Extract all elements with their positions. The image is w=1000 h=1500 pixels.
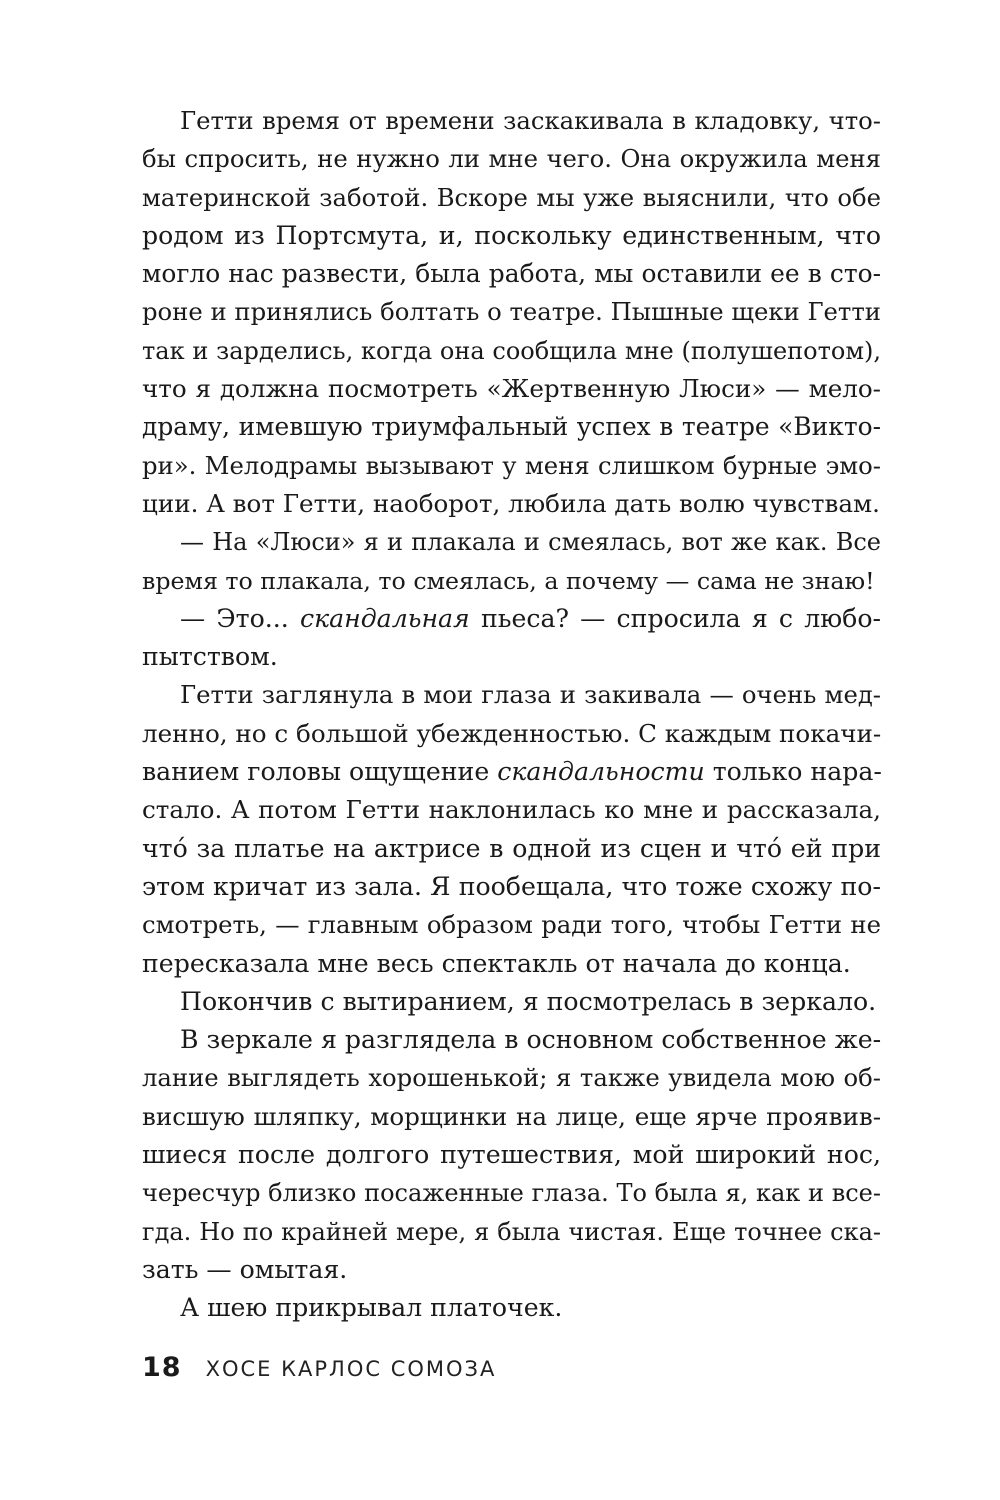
text-segment: ленно, но с большой убежденностью. С каждым покачи- — [142, 718, 882, 748]
text-segment: что́ за платье на актрисе в одной из сцен и что́ ей при — [142, 833, 881, 863]
text-segment: А шею прикрывал платочек. — [180, 1293, 563, 1323]
text-segment: ванием головы ощущение — [142, 757, 498, 787]
text-segment: время то плакала, то смеялась, а почему — сама не знаю! — [142, 566, 875, 595]
text-segment: лание выглядеть хорошенькой; я также увидела мою об- — [142, 1063, 881, 1093]
text-segment: этом кричат из зала. Я пообещала, что тоже схожу по- — [142, 871, 881, 901]
text-line — [142, 715, 881, 753]
text-segment: зать — омытая. — [142, 1254, 348, 1284]
text-line — [142, 217, 881, 255]
text-segment: бы спросить, не нужно ли мне чего. Она окружила меня — [142, 144, 881, 174]
body-text — [142, 102, 881, 1328]
text-segment: пьеса? — спросила я с любо- — [469, 603, 881, 633]
text-segment: материнской заботой. Вскоре мы уже выяснили, что обе — [142, 182, 881, 212]
text-line — [142, 140, 881, 178]
text-segment: гда. Но по крайней мере, я была чистая. Еще точнее ска- — [142, 1217, 881, 1246]
page-footer — [142, 1352, 496, 1382]
text-line — [142, 945, 881, 983]
text-segment: стало. А потом Гетти наклонилась ко мне и рассказала, — [142, 795, 881, 825]
text-segment: драму, имевшую триумфальный успех в театре «Викто- — [142, 412, 881, 442]
text-segment: только нара- — [704, 757, 882, 787]
text-line — [142, 408, 881, 446]
text-segment: могло нас развести, была работа, мы оставили ее в сто- — [142, 259, 881, 289]
text-line — [142, 868, 881, 906]
text-line — [142, 332, 881, 370]
text-segment: Гетти время от времени заскакивала в кладовку, что- — [180, 106, 881, 135]
text-segment: Гетти заглянула в мои глаза и закивала — очень мед- — [180, 680, 881, 710]
text-segment: пересказала мне весь спектакль от начала до конца. — [142, 948, 851, 978]
text-line — [142, 447, 881, 485]
text-line — [142, 791, 881, 829]
text-line — [142, 1213, 881, 1251]
text-segment: так и зарделись, когда она сообщила мне (полушепотом), — [142, 336, 881, 365]
text-line — [142, 255, 881, 293]
text-segment: родом из Портсмута, и, поскольку единственным, что — [142, 220, 881, 250]
text-line — [142, 1174, 881, 1212]
text-segment: роне и принялись болтать о театре. Пышные щеки Гетти — [142, 297, 881, 327]
text-segment: — На «Люси» я и плакала и смеялась, вот же как. Все — [180, 528, 881, 557]
text-line — [142, 1021, 881, 1059]
text-line — [142, 638, 881, 676]
text-segment: пытством. — [142, 642, 278, 672]
text-line — [142, 179, 881, 217]
text-segment: Покончив с вытиранием, я посмотрелась в зеркало. — [180, 986, 877, 1016]
text-segment: — Это... — [180, 603, 300, 633]
text-line — [142, 370, 881, 408]
text-segment: шиеся после долгого путешествия, мой широкий нос, — [142, 1140, 881, 1170]
emphasis-text: скандальности — [497, 757, 705, 787]
text-line — [142, 1059, 881, 1097]
text-segment: висшую шляпку, морщинки на лице, еще ярче проявив- — [142, 1101, 881, 1131]
text-line — [142, 293, 881, 331]
text-line — [142, 600, 881, 638]
text-segment: чересчур близко посаженные глаза. То была я, как и все- — [142, 1179, 881, 1208]
text-line — [142, 562, 881, 600]
text-line — [142, 830, 881, 868]
text-segment: смотреть, — главным образом ради того, чтобы Гетти не — [142, 910, 881, 940]
running-head-author: ХОСЕ КАРЛОС СОМОЗА — [205, 1357, 497, 1381]
page-number: 18 — [142, 1352, 182, 1383]
emphasis-text: скандальная — [299, 603, 470, 633]
text-line — [142, 753, 881, 791]
text-line — [142, 1251, 881, 1289]
text-line — [142, 1136, 881, 1174]
text-line — [142, 1098, 881, 1136]
text-line — [142, 485, 881, 523]
text-segment: ции. А вот Гетти, наоборот, любила дать волю чувствам. — [142, 488, 880, 518]
text-line — [142, 983, 881, 1021]
text-segment: ри». Мелодрамы вызывают у меня слишком бурные эмо- — [142, 450, 881, 480]
text-line — [142, 906, 881, 944]
text-line — [142, 1289, 881, 1327]
text-line — [142, 523, 881, 561]
text-segment: что я должна посмотреть «Жертвенную Люси» — мело- — [142, 374, 881, 404]
text-segment: В зеркале я разглядела в основном собственное же- — [180, 1025, 882, 1055]
text-line — [142, 676, 881, 714]
text-line — [142, 102, 881, 140]
